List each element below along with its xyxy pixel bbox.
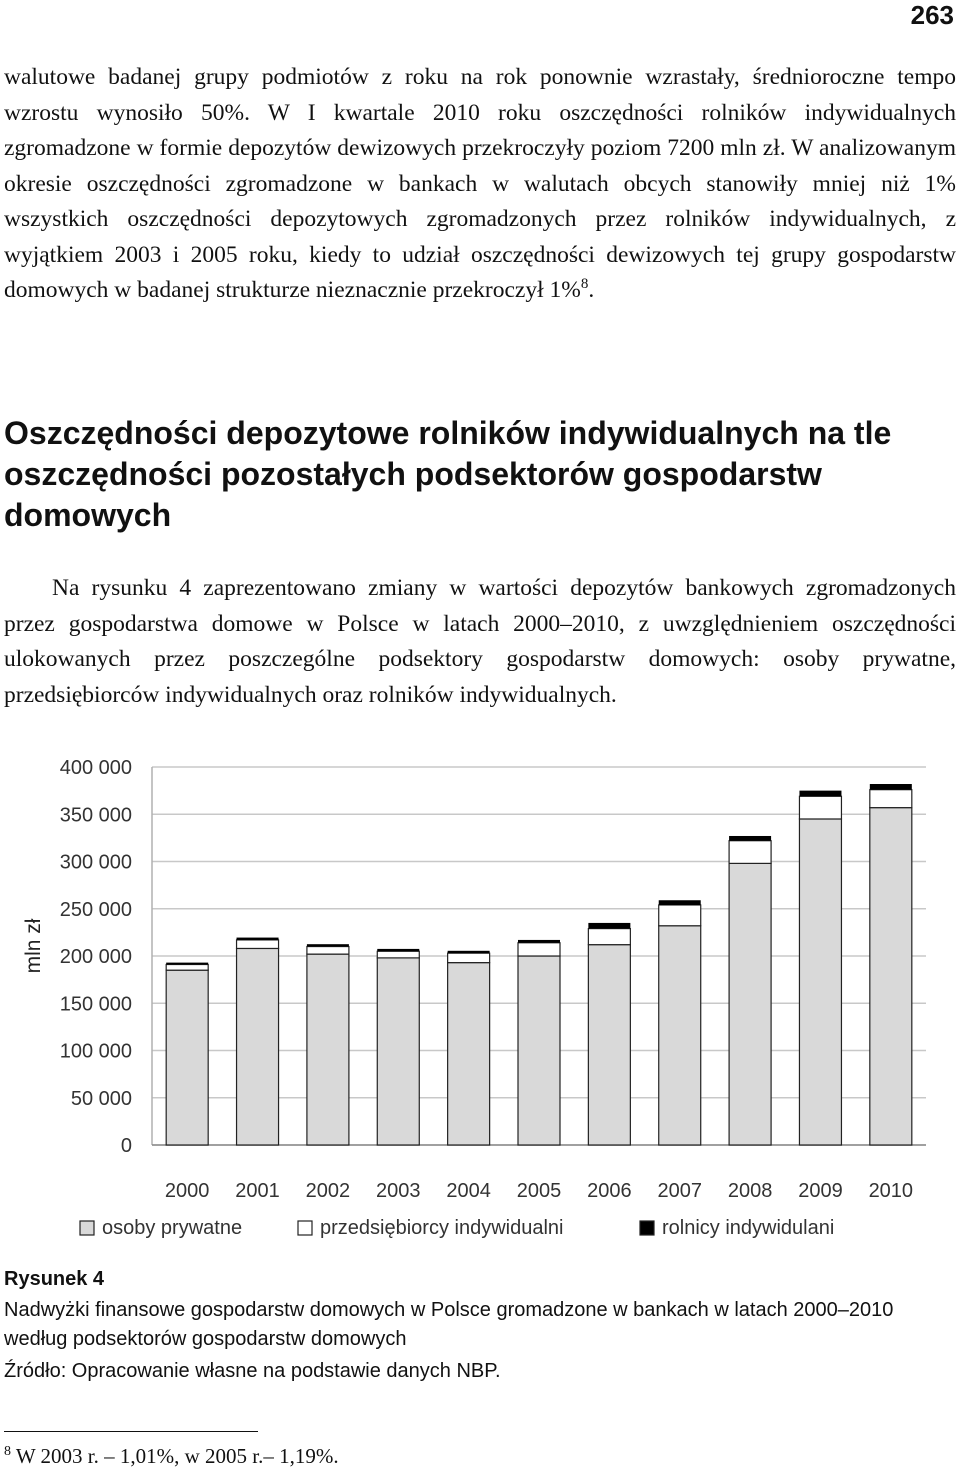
bar-segment-rolnicy (377, 949, 419, 951)
bar-segment-przedsiebiorcy (307, 947, 349, 955)
bar-segment-przedsiebiorcy (518, 943, 560, 956)
bar-segment-przedsiebiorcy (659, 905, 701, 926)
x-tick-label: 2008 (727, 1180, 773, 1202)
bar-segment-osoby-prywatne (799, 819, 841, 1145)
x-tick-label: 2005 (516, 1180, 562, 1202)
y-tick-labels (60, 757, 132, 1157)
y-tick-label: 0 (120, 1135, 132, 1157)
bar-segment-osoby-prywatne (518, 956, 560, 1145)
x-tick-label: 2001 (235, 1180, 280, 1202)
footnote-divider (4, 1431, 258, 1432)
bar-segment-osoby-prywatne (588, 945, 630, 1145)
bar-segment-przedsiebiorcy (448, 953, 490, 962)
footnote (4, 1444, 339, 1469)
x-tick-label: 2006 (587, 1180, 632, 1202)
y-tick-label: 100 000 (59, 1040, 132, 1063)
figure-source: Źródło: Opracowanie własne na podstawie danych NBP. (4, 1360, 501, 1382)
figure-caption: Nadwyżki finansowe gospodarstw domowych w Polsce gromadzone w bankach w latach 2000–2010 według podsektorów gospodarstw domowych (4, 1299, 894, 1350)
bar-segment-przedsiebiorcy (237, 940, 279, 949)
page-number: 263 (910, 0, 954, 30)
y-tick-label: 300 000 (59, 851, 132, 874)
bar-segment-osoby-prywatne (448, 963, 490, 1145)
bar-segment-osoby-prywatne (237, 948, 279, 1145)
y-tick-label: 50 000 (70, 1087, 132, 1110)
bar-segment-rolnicy (799, 791, 841, 797)
body-paragraph-2: Na rysunku 4 zaprezentowano zmiany w wartości depozytów bankowych zgromadzonych przez gospodarstwa domowe w Polsce w latach 2000–2010, z uwzględnieniem oszczędności ulokowanych przez poszczególne podsektory gospodarstw domowych: osoby prywatne, przedsiębiorców indywidualnych oraz rolników indywidualnych. (4, 575, 956, 708)
paragraph-1-end: . (588, 277, 595, 303)
bar-segment-przedsiebiorcy (588, 929, 630, 945)
footnote-text: W 2003 r. – 1,01%, w 2005 r.– 1,19%. (11, 1444, 339, 1468)
legend (80, 1217, 834, 1239)
paragraph-1-text: walutowe badanej grupy podmiotów z roku na rok ponownie wzrastały, średnioroczne tempo wzrostu wynosiło 50%. W I kwartale 2010 roku oszczędności rolników indywidualnych zgromadzone w formie depozytów dewizowych przekroczyły poziom 7200 mln zł. W analizowanym okresie oszczędności zgromadzone w bankach w walutach obcych stanowiły mniej niż 1% wszystkich oszczędności depozytowych zgromadzonych przez rolników indywidualnych, z wyjątkiem 2003 i 2005 roku, kiedy to udział oszczędności dewizowych tej grupy gospodarstw domowych w badanej strukturze nieznacznie przekroczył 1% (4, 64, 956, 303)
y-axis-label: mln zł (22, 918, 45, 974)
x-tick-label: 2003 (376, 1180, 421, 1202)
y-tick-label: 250 000 (59, 898, 132, 921)
body-paragraph-1 (4, 60, 956, 309)
bar-segment-przedsiebiorcy (799, 796, 841, 819)
bar-segment-osoby-prywatne (659, 926, 701, 1145)
legend-swatch (640, 1221, 654, 1235)
figure-label: Rysunek 4 (4, 1268, 105, 1290)
x-tick-label: 2002 (305, 1180, 351, 1202)
bars (166, 784, 912, 1145)
x-tick-label: 2009 (798, 1180, 843, 1202)
y-tick-label: 150 000 (59, 993, 132, 1016)
x-tick-label: 2004 (446, 1180, 491, 1202)
bar-segment-osoby-prywatne (307, 954, 349, 1145)
bar-segment-przedsiebiorcy (729, 841, 771, 864)
legend-label: przedsiębiorcy indywidualni (320, 1217, 564, 1239)
bar-segment-przedsiebiorcy (870, 790, 912, 808)
footnote-marker: 8 (4, 1444, 11, 1459)
bar-segment-osoby-prywatne (729, 863, 771, 1145)
legend-label: osoby prywatne (102, 1217, 243, 1239)
bar-segment-rolnicy (237, 938, 279, 940)
y-tick-label: 400 000 (59, 757, 132, 779)
bar-segment-osoby-prywatne (377, 958, 419, 1145)
bar-segment-rolnicy (518, 940, 560, 943)
legend-swatch (80, 1221, 94, 1235)
bar-segment-rolnicy (659, 900, 701, 905)
bar-segment-rolnicy (307, 944, 349, 946)
x-tick-label: 2010 (868, 1180, 914, 1202)
bar-segment-rolnicy (448, 951, 490, 953)
x-tick-label: 2000 (164, 1180, 210, 1202)
x-tick-labels (165, 1180, 913, 1202)
bar-segment-rolnicy (870, 784, 912, 790)
section-heading: Oszczędności depozytowe rolników indywidualnych na tle oszczędności pozostałych podsektorów gospodarstw domowych (4, 415, 892, 533)
bar-segment-rolnicy (729, 836, 771, 841)
legend-label: rolnicy indywidulani (662, 1217, 835, 1239)
y-tick-label: 350 000 (59, 804, 132, 827)
footnote-reference[interactable]: 8 (580, 276, 589, 293)
stacked-bar-chart (0, 752, 960, 1248)
bar-segment-osoby-prywatne (870, 808, 912, 1145)
x-tick-label: 2007 (657, 1180, 702, 1202)
y-tick-label: 200 000 (59, 946, 132, 968)
bar-segment-przedsiebiorcy (166, 965, 208, 971)
bar-segment-osoby-prywatne (166, 970, 208, 1145)
bar-segment-przedsiebiorcy (377, 951, 419, 958)
bar-segment-rolnicy (588, 923, 630, 929)
bar-segment-rolnicy (166, 963, 208, 965)
legend-swatch (298, 1221, 312, 1235)
